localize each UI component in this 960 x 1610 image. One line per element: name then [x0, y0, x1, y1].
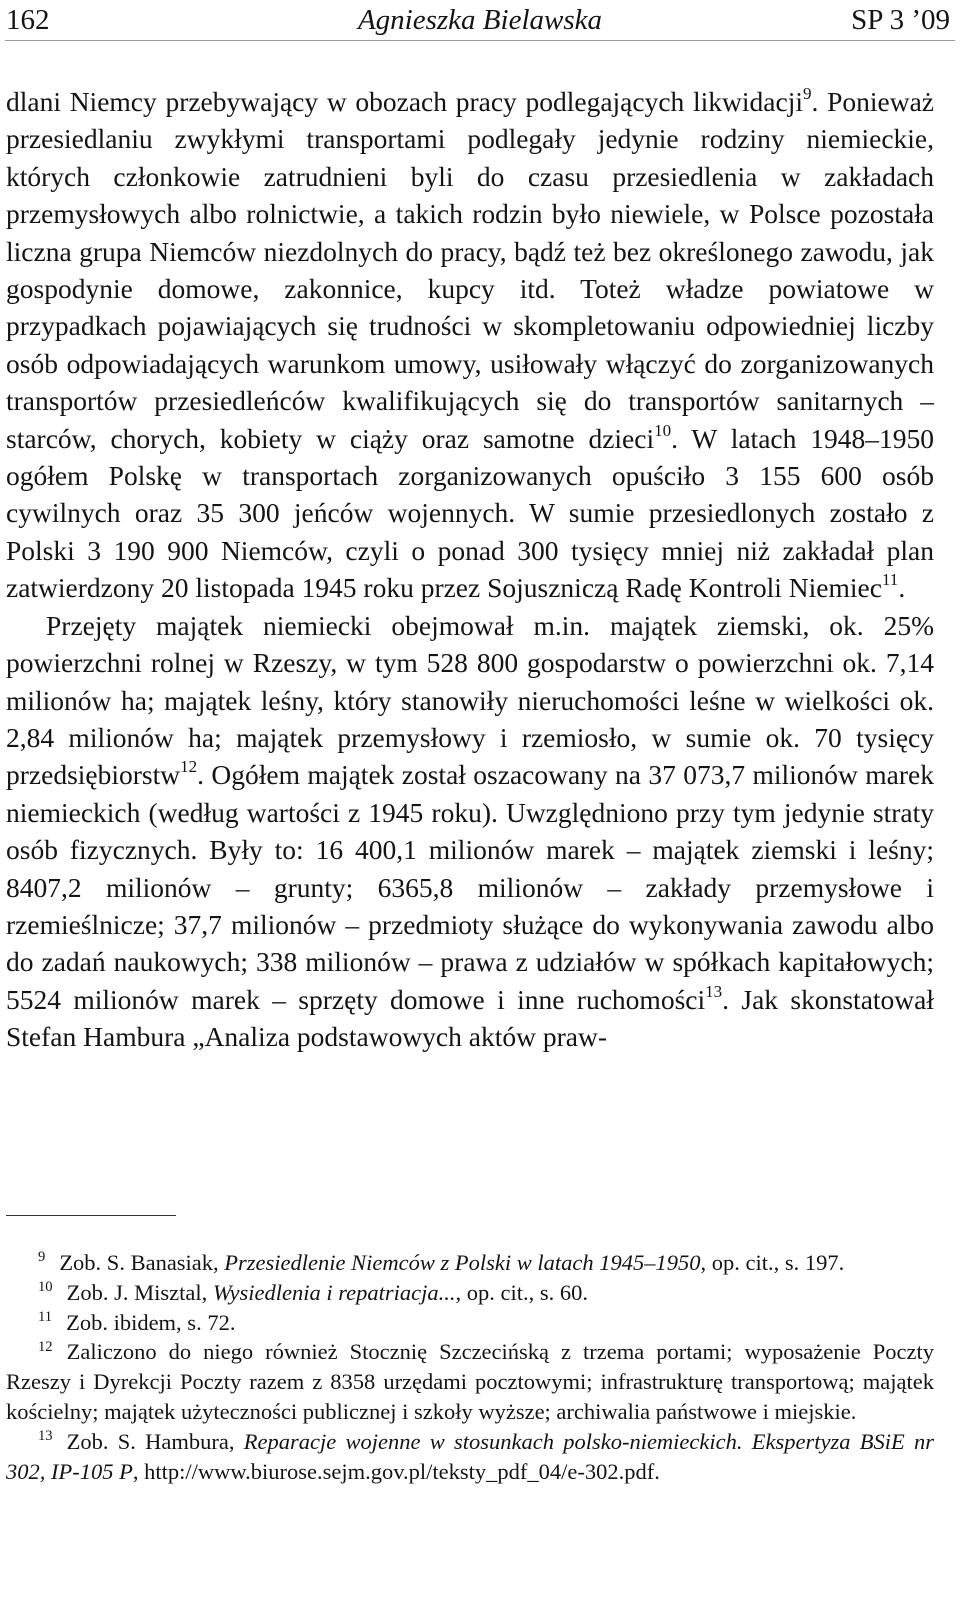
running-author: Agnieszka Bielawska	[357, 4, 603, 36]
footnote-text: , op. cit., s. 197.	[700, 1250, 845, 1275]
footnote-10	[6, 1278, 934, 1308]
paragraph	[6, 83, 934, 607]
footnote-text: Zob. S. Hambura,	[66, 1428, 244, 1454]
journal-issue: SP 3 ’09	[851, 4, 950, 36]
footnote-ref[interactable]: 11	[881, 570, 899, 590]
footnote-number: 10	[38, 1279, 53, 1296]
footnote-separator	[6, 1215, 176, 1216]
paragraph-text: . Ogółem majątek został oszacowany na 37 073,7 milionów marek niemieckich (według wartości z 1945 roku). Uwzględniono przy tym jedynie straty osób fizycznych. Były to: 16 400,1 milionów marek – majątek ziemski i leśny; 8407,2 milionów – grunty; 6365,8 milionów – zakłady przemysłowe i rzemieślnicze; 37,7 milionów – przedmioty służące do wykonywania zawodu albo do zadań naukowych; 338 milionów – prawa z udziałów w spółkach kapitałowych; 5524 milionów marek – sprzęty domowe i inne ruchomości	[6, 759, 934, 1015]
footnote-title: Reparacje wojenne w stosunkach polsko-niemieckich. Ekspertyza BSiE nr 302, IP-105 P	[6, 1428, 934, 1484]
footnote-number: 9	[38, 1249, 46, 1266]
footnote-9	[6, 1248, 934, 1278]
footnote-ref[interactable]: 10	[654, 420, 672, 440]
footnote-text: , op. cit., s. 60.	[455, 1279, 589, 1305]
paragraph-text: . Jak skonstatował Stefan Hambura „Analiza podstawowych aktów praw-	[6, 983, 934, 1053]
paragraph-text: . Ponieważ przesiedlaniu zwykłymi transportami podlegały jedynie rodziny niemieckie, których członkowie zatrudnieni byli do czasu przesiedlenia w zakładach przemysłowych albo rolnictwie, a takich rodzin było niewiele, w Polsce pozostała liczna grupa Niemców niezdolnych do pracy, bądź też bez określonego zawodu, jak gospodynie domowe, zakonnice, kupcy itd. Toteż władze powiatowe w przypadkach pojawiających się trudności w skompletowaniu odpowiedniej liczby osób odpowiadających warunkom umowy, usiłowały włączyć do zorganizowanych transportów przesiedleńców kwalifikujących się do transportów sanitarnych – starców, chorych, kobiety w ciąży oraz samotne dzieci	[6, 86, 934, 454]
footnote-ref[interactable]: 12	[180, 757, 198, 777]
paragraph-text: . W latach 1948–1950 ogółem Polskę w transportach zorganizowanych opuściło 3 155 600 osób cywilnych oraz 35 300 jeńców wojennych. W sumie przesiedlonych zostało z Polski 3 190 900 Niemców, czyli o ponad 300 tysięcy mniej niż zakładał plan zatwierdzony 20 listopada 1945 roku przez Sojuszniczą Radę Kontroli Niemiec	[6, 422, 934, 604]
running-header	[0, 0, 960, 44]
footnote-ref[interactable]: 13	[705, 981, 723, 1001]
footnote-text: Zob. ibidem, s. 72.	[66, 1309, 236, 1335]
footnote-text: Zaliczono do niego również Stocznię Szczecińską z trzema portami; wyposażenie Poczty Rzeszy i Dyrekcji Poczty razem z 8358 urzędami pocztowymi; infrastrukturę transportową; majątek kościelny; majątek użyteczności publicznej i szkoły wyższe; archiwalia państwowe i miejskie.	[6, 1339, 934, 1424]
footnotes	[6, 1248, 934, 1486]
body-text	[6, 83, 934, 1056]
paragraph-text: Przejęty majątek niemiecki obejmował m.in. majątek ziemski, ok. 25% powierzchni rolnej w Rzeszy, w tym 528 800 gospodarstw o powierzchni ok. 7,14 milionów ha; majątek leśny, który stanowiły nieruchomości leśne w wielkości ok. 2,84 milionów ha; majątek przemysłowy i rzemiosło, w sumie ok. 70 tysięcy przedsiębiorstw	[6, 609, 934, 791]
footnote-link[interactable]: , http://www.biurose.sejm.gov.pl/teksty_pdf_04/e-302.pdf.	[132, 1458, 660, 1484]
footnote-11	[6, 1308, 934, 1338]
footnote-number: 12	[38, 1338, 53, 1355]
header-rule	[5, 40, 955, 41]
paragraph-text: dlani Niemcy przebywający w obozach pracy podlegających likwidacji	[6, 86, 803, 117]
footnote-title: Wysiedlenia i repatriacja...	[212, 1279, 456, 1305]
paragraph-text: .	[898, 572, 906, 604]
footnote-13	[6, 1427, 934, 1487]
footnote-12	[6, 1337, 934, 1426]
page-number: 162	[6, 4, 50, 36]
footnote-text: Zob. J. Misztal,	[66, 1279, 213, 1305]
footnote-text: Zob. S. Banasiak,	[59, 1250, 225, 1275]
paragraph	[6, 607, 934, 1056]
footnote-number: 13	[38, 1428, 53, 1445]
footnote-ref[interactable]: 9	[802, 84, 812, 104]
footnote-title: Przesiedlenie Niemców z Polski w latach 1945–1950	[224, 1250, 701, 1275]
footnote-number: 11	[38, 1308, 53, 1325]
